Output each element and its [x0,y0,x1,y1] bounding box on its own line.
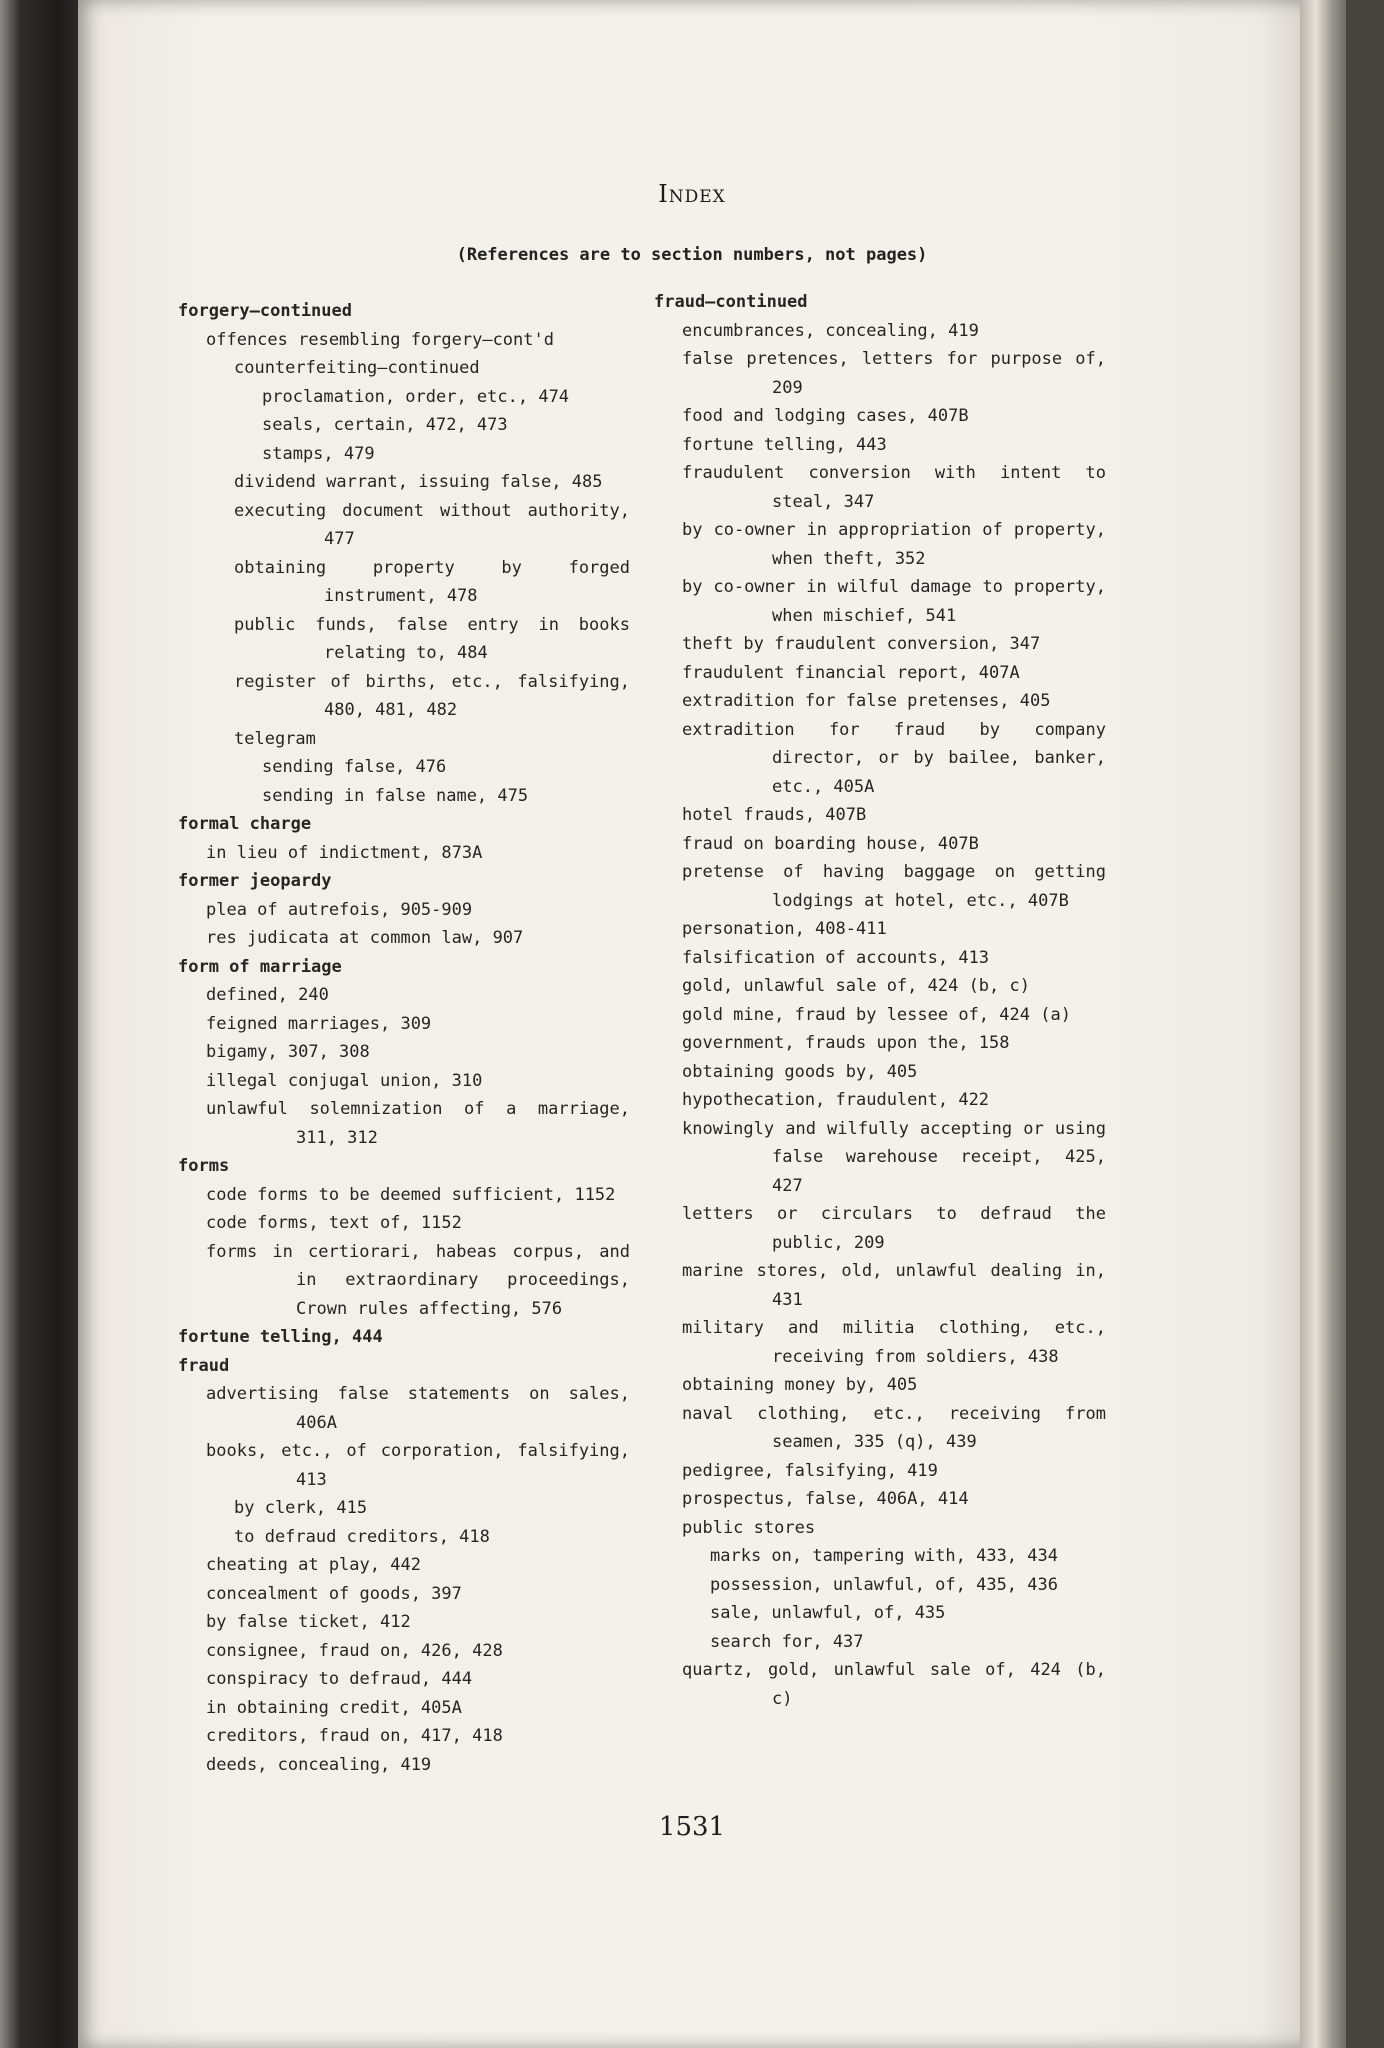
index-entry: advertising false statements on sales, 406A [206,1384,630,1433]
index-entry: falsification of accounts, 413 [682,947,990,968]
index-entry: defined, 240 [206,985,329,1005]
index-entry: forms in certiorari, habeas corpus, and in extraordinary proceedings, Crown rules affecting, 576 [206,1241,630,1319]
index-entry: public funds, false entry in books relating to, 484 [234,614,630,663]
index-entry: fraudulent conversion with intent to steal, 347 [682,463,1106,512]
book-cover-edge [0,0,78,2048]
index-entry: government, frauds upon the, 158 [682,1033,1010,1053]
index-entry: hypothecation, fraudulent, 422 [682,1090,990,1110]
index-entry: books, etc., of corporation, falsifying, 413 [206,1441,630,1490]
index-entry: creditors, fraud on, 417, 418 [206,1726,503,1746]
index-heading: formal charge [178,814,312,834]
index-entry: sale, unlawful, of, 435 [710,1603,946,1623]
index-entry: extradition for false pretenses, 405 [682,691,1051,711]
index-entry: theft by fraudulent conversion, 347 [682,634,1041,654]
index-entry: res judicata at common law, 907 [206,928,524,948]
index-entry: seals, certain, 472, 473 [262,415,508,435]
index-entry: possession, unlawful, of, 435, 436 [710,1574,1058,1595]
index-heading: fraud—continued [654,292,808,312]
index-entry: encumbrances, concealing, 419 [682,320,979,341]
index-entry: obtaining property by forged instrument, 478 [234,557,630,606]
index-entry: by co-owner in wilful damage to property, when mischief, 541 [682,577,1106,626]
index-entry: by false ticket, 412 [206,1612,411,1632]
index-entry: fraudulent financial report, 407A [682,662,1020,683]
index-entry: feigned marriages, 309 [206,1013,432,1034]
index-entry: conspiracy to defraud, 444 [206,1669,473,1689]
index-entry: in obtaining credit, 405A [206,1697,462,1718]
index-entry: letters or circulars to defraud the public, 209 [682,1204,1106,1253]
page-edge [1300,0,1346,2048]
index-entry: extradition for fraud by company director, or by bailee, banker, etc., 405A [682,719,1106,797]
index-heading: fortune telling, 444 [178,1327,383,1347]
index-entry: pedigree, falsifying, 419 [682,1460,938,1481]
index-entry: knowingly and wilfully accepting or using false warehouse receipt, 425, 427 [682,1118,1106,1196]
index-entry: deeds, concealing, 419 [206,1754,432,1775]
index-entry: dividend warrant, issuing false, 485 [234,472,603,492]
index-entry: gold mine, fraud by lessee of, 424 (a) [682,1004,1071,1025]
index-note: (References are to section numbers, not pages) [456,245,928,265]
index-entry: code forms, text of, 1152 [206,1213,462,1233]
index-entry: false pretences, letters for purpose of, 209 [682,349,1106,398]
index-entry: quartz, gold, unlawful sale of, 424 (b, c) [682,1660,1106,1709]
index-entry: marks on, tampering with, 433, 434 [710,1546,1058,1566]
index-entry: fraud on boarding house, 407B [682,833,979,854]
index-entry: military and militia clothing, etc., receiving from soldiers, 438 [682,1318,1106,1367]
index-column-left [178,297,630,1779]
index-entry: executing document without authority, 477 [234,500,630,549]
index-entry: code forms to be deemed sufficient, 1152 [206,1184,616,1205]
backdrop [1346,0,1384,2048]
index-entry: register of births, etc., falsifying, 480, 481, 482 [234,671,630,720]
index-entry: pretense of having baggage on getting lodgings at hotel, etc., 407B [682,862,1106,911]
index-heading: forgery—continued [178,301,352,321]
index-entry: personation, 408-411 [682,919,887,939]
index-entry: sending false, 476 [262,757,447,777]
index-entry: obtaining goods by, 405 [682,1061,918,1082]
index-entry: sending in false name, 475 [262,785,529,806]
index-entry: telegram [234,728,316,749]
index-entry: bigamy, 307, 308 [206,1042,370,1062]
index-entry: naval clothing, etc., receiving from seamen, 335 (q), 439 [682,1403,1106,1452]
index-entry: counterfeiting—continued [234,358,480,378]
index-entry: marine stores, old, unlawful dealing in, 431 [682,1261,1106,1310]
index-entry: in lieu of indictment, 873A [206,842,483,863]
index-entry: proclamation, order, etc., 474 [262,386,570,407]
index-entry: gold, unlawful sale of, 424 (b, c) [682,976,1030,996]
index-entry: concealment of goods, 397 [206,1583,462,1604]
page-title: Index [658,180,726,208]
index-heading: former jeopardy [178,871,332,891]
index-entry: unlawful solemnization of a marriage, 311, 312 [206,1099,630,1148]
index-entry: cheating at play, 442 [206,1555,421,1575]
index-entry: fortune telling, 443 [682,434,887,455]
index-heading: form of marriage [178,956,342,977]
index-entry: hotel frauds, 407B [682,805,867,825]
index-column-right [654,288,1106,1713]
index-entry: by clerk, 415 [234,1498,368,1518]
index-entry: consignee, fraud on, 426, 428 [206,1640,503,1661]
index-entry: offences resembling forgery—cont'd [206,329,554,350]
index-entry: illegal conjugal union, 310 [206,1070,483,1091]
index-entry: plea of autrefois, 905-909 [206,899,473,920]
page-number: 1531 [658,1812,726,1842]
index-entry: food and lodging cases, 407B [682,406,969,426]
index-entry: obtaining money by, 405 [682,1375,918,1395]
index-heading: fraud [178,1355,230,1376]
index-entry: search for, 437 [710,1631,864,1652]
index-entry: prospectus, false, 406A, 414 [682,1489,969,1509]
index-entry: by co-owner in appropriation of property, when theft, 352 [682,520,1106,569]
index-entry: public stores [682,1517,816,1538]
index-entry: stamps, 479 [262,443,375,464]
index-heading: forms [178,1156,230,1176]
index-entry: to defraud creditors, 418 [234,1526,490,1547]
